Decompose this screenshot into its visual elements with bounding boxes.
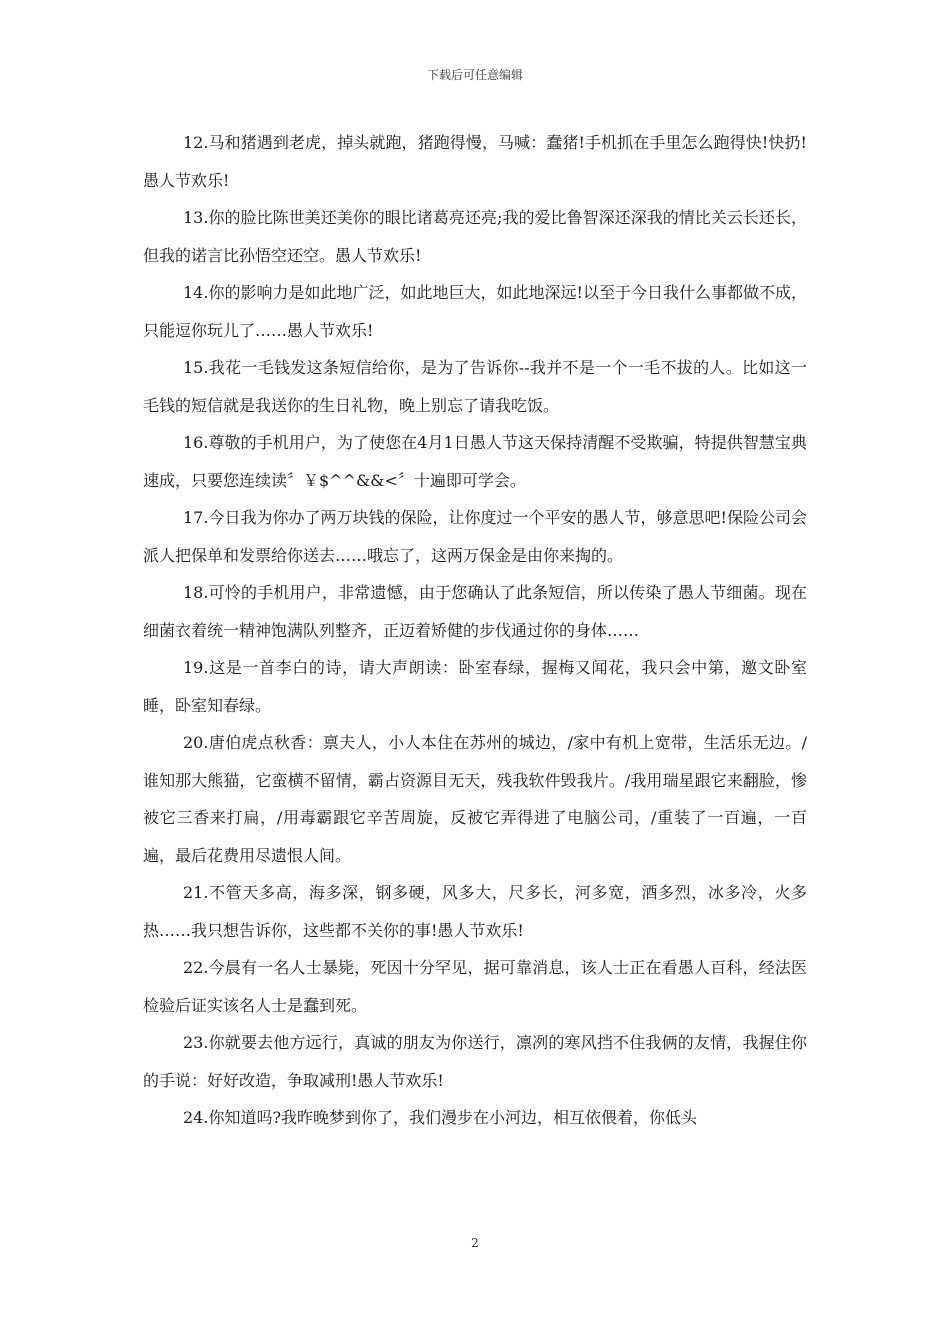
paragraph-18: 18.可怜的手机用户，非常遗憾，由于您确认了此条短信，所以传染了愚人节细菌。现在细菌衣着统一精神饱满队列整齐，正迈着矫健的步伐通过你的身体…… bbox=[143, 583, 807, 640]
paragraph-13: 13.你的脸比陈世美还美你的眼比诸葛亮还亮;我的爱比鲁智深还深我的情比关云长还长，但我的诺言比孙悟空还空。愚人节欢乐! bbox=[143, 208, 807, 265]
paragraph-19: 19.这是一首李白的诗，请大声朗读：卧室春绿，握梅又闻花，我只会中第，邀文卧室睡，卧室知春绿。 bbox=[143, 658, 807, 715]
paragraph-17: 17.今日我为你办了两万块钱的保险，让你度过一个平安的愚人节，够意思吧!保险公司会派人把保单和发票给你送去……哦忘了，这两万保金是由你来掏的。 bbox=[143, 508, 807, 565]
paragraph-21: 21.不管天多高，海多深，钢多硬，风多大，尺多长，河多宽，酒多烈，冰多冷，火多热……我只想告诉你，这些都不关你的事!愚人节欢乐! bbox=[143, 883, 807, 940]
paragraph-24: 24.你知道吗?我昨晚梦到你了，我们漫步在小河边，相互依偎着，你低头 bbox=[183, 1108, 698, 1127]
paragraph-22: 22.今晨有一名人士暴毙，死因十分罕见，据可靠消息，该人士正在看愚人百科，经法医检验后证实该名人士是蠢到死。 bbox=[143, 958, 807, 1015]
document-body bbox=[143, 124, 807, 1137]
paragraph-16: 16.尊敬的手机用户，为了使您在4月1日愚人节这天保持清醒不受欺骗，特提供智慧宝典速成，只要您连续读〞￥$^^&&<〞十遍即可学会。 bbox=[143, 433, 807, 490]
page-number: 2 bbox=[471, 1236, 479, 1250]
paragraph-15: 15.我花一毛钱发这条短信给你，是为了告诉你--我并不是一个一毛不拔的人。比如这一毛钱的短信就是我送你的生日礼物，晚上别忘了请我吃饭。 bbox=[143, 358, 807, 415]
paragraph-23: 23.你就要去他方远行，真诚的朋友为你送行，凛冽的寒风挡不住我俩的友情，我握住你的手说：好好改造，争取减刑!愚人节欢乐! bbox=[143, 1033, 807, 1090]
page-header: 下载后可任意编辑 bbox=[426, 68, 523, 82]
paragraph-12: 12.马和猪遇到老虎，掉头就跑，猪跑得慢，马喊：蠢猪!手机抓在手里怎么跑得快!快扔!愚人节欢乐! bbox=[143, 133, 807, 190]
paragraph-20: 20.唐伯虎点秋香：禀夫人，小人本住在苏州的城边，/家中有机上宽带，生活乐无边。/谁知那大熊猫，它蛮横不留情，霸占资源目无天，残我软件毁我片。/我用瑞星跟它来翻脸，惨被它三香来打扁，/用毒霸跟它辛苦周旋，反被它弄得进了电脑公司，/重装了一百遍，一百遍，最后花费用尽遗恨人间。 bbox=[143, 733, 807, 865]
paragraph-14: 14.你的影响力是如此地广泛，如此地巨大，如此地深远!以至于今日我什么事都做不成，只能逗你玩儿了……愚人节欢乐! bbox=[143, 283, 807, 340]
